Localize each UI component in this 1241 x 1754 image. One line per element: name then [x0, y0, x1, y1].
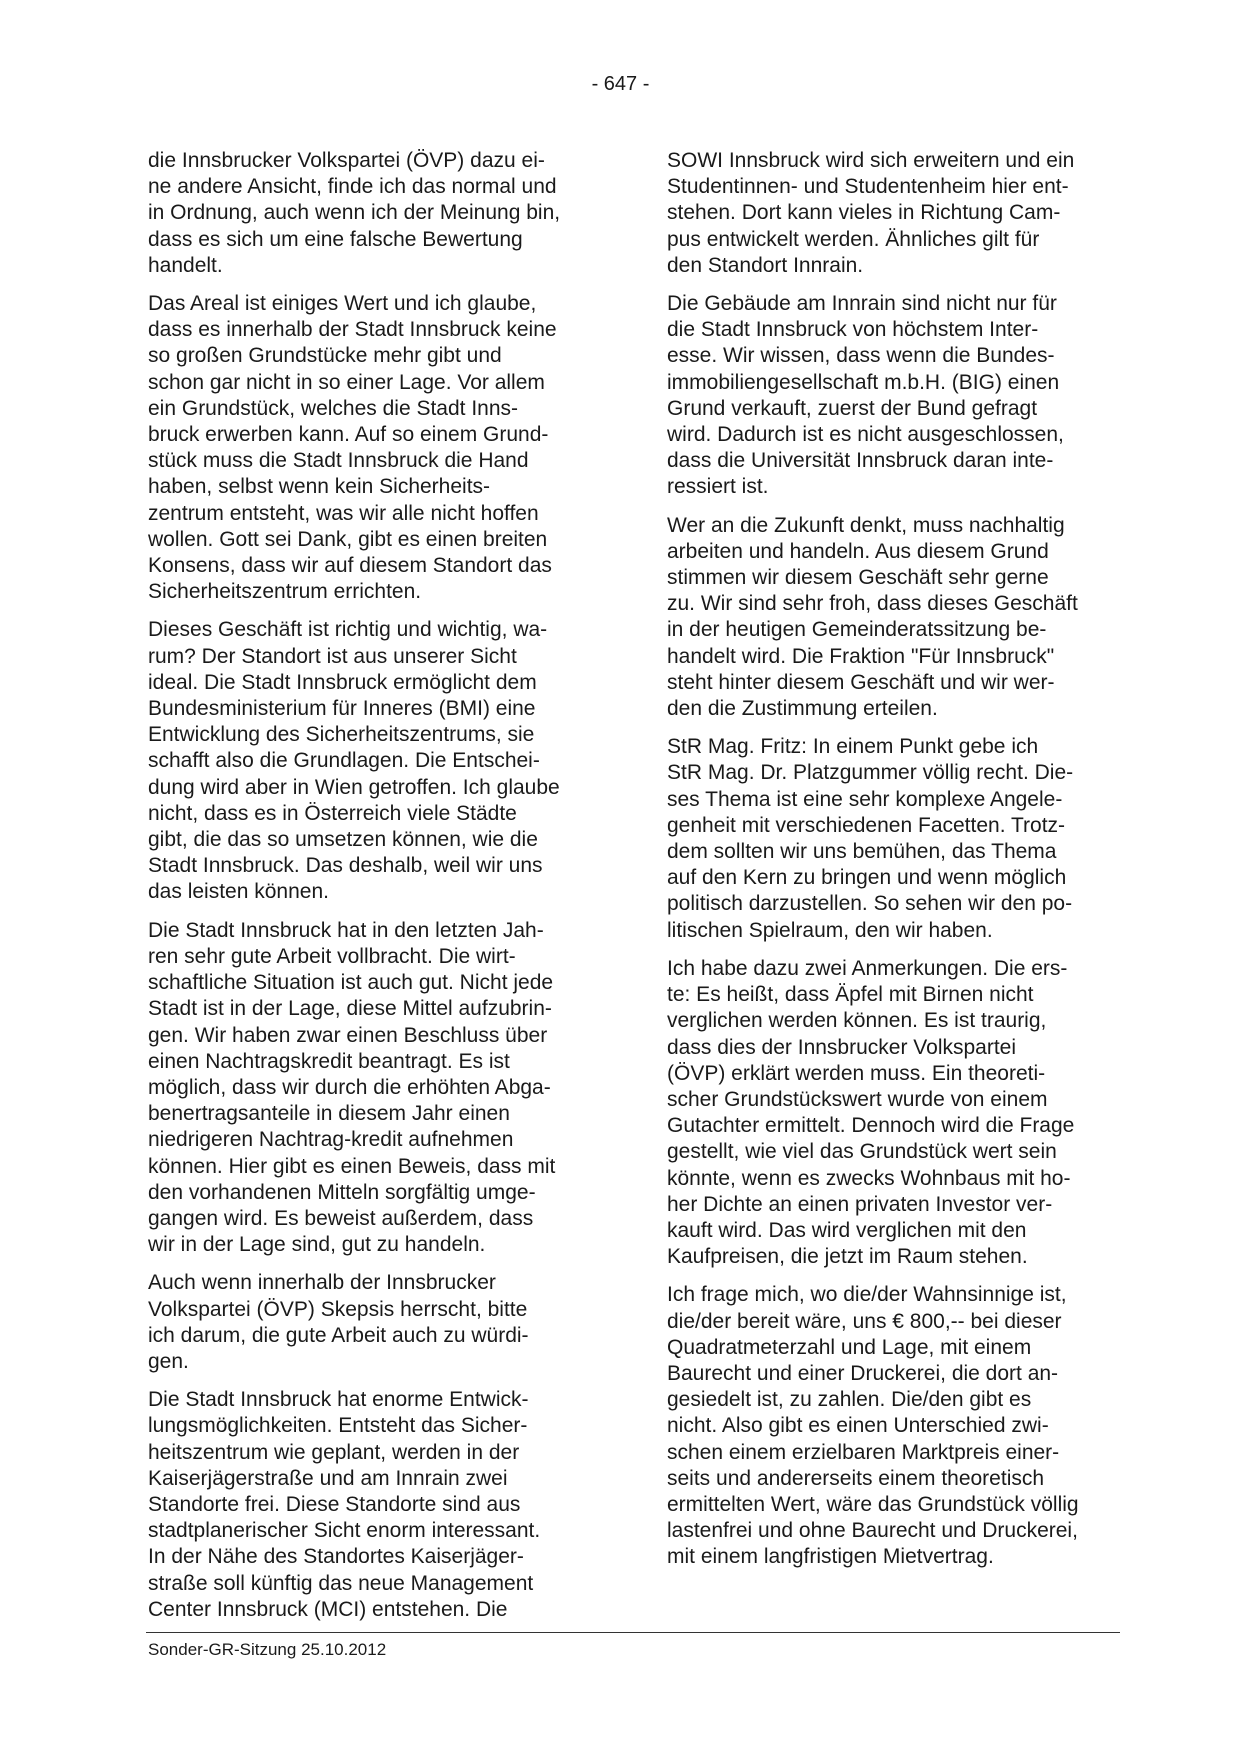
text-line: gibt, die das so umsetzen können, wie die [148, 828, 538, 852]
text-line: schon gar nicht in so einer Lage. Vor allem [148, 370, 545, 394]
text-line: ren sehr gute Arbeit vollbracht. Die wirt- [148, 944, 516, 968]
text-line: ideal. Die Stadt Innsbruck ermöglicht dem [148, 670, 537, 694]
text-line: ressiert ist. [667, 475, 769, 499]
text-line: rum? Der Standort ist aus unserer Sicht [148, 644, 517, 668]
text-line: Die Stadt Innsbruck hat enorme Entwick- [148, 1388, 529, 1412]
text-line: nicht. Also gibt es einen Unterschied zwi- [667, 1414, 1049, 1438]
text-line: Quadratmeterzahl und Lage, mit einem [667, 1335, 1032, 1359]
text-line: den vorhandenen Mitteln sorgfältig umge- [148, 1180, 536, 1204]
text-line: gen. Wir haben zwar einen Beschluss über [148, 1023, 548, 1047]
paragraph [667, 148, 1117, 279]
text-line: zu. Wir sind sehr froh, dass dieses Geschäft [667, 592, 1078, 616]
text-line: möglich, dass wir durch die erhöhten Abga- [148, 1075, 551, 1099]
text-line: die Stadt Innsbruck von höchstem Inter- [667, 318, 1039, 342]
text-line: genheit mit verschiedenen Facetten. Trotz- [667, 813, 1066, 837]
text-line: stück muss die Stadt Innsbruck die Hand [148, 449, 529, 473]
page-number: - 647 - [591, 73, 650, 95]
text-line: Baurecht und einer Druckerei, die dort an- [667, 1361, 1059, 1385]
text-line: Die Stadt Innsbruck hat in den letzten Jah- [148, 918, 544, 942]
text-line: dass die Universität Innsbruck daran inte- [667, 449, 1054, 473]
text-line: dem sollten wir uns bemühen, das Thema [667, 840, 1057, 864]
text-line: Kaufpreisen, die jetzt im Raum stehen. [667, 1245, 1028, 1269]
text-line: (ÖVP) erklärt werden muss. Ein theoreti- [667, 1061, 1046, 1085]
text-line: stimmen wir diesem Geschäft sehr gerne [667, 566, 1049, 590]
text-line: arbeiten und handeln. Aus diesem Grund [667, 539, 1049, 563]
text-line: könnte, wenn es zwecks Wohnbaus mit ho- [667, 1166, 1071, 1190]
text-line: so großen Grundstücke mehr gibt und [148, 344, 502, 368]
text-line: Wer an die Zukunft denkt, muss nachhaltig [667, 513, 1065, 537]
text-line: dass es innerhalb der Stadt Innsbruck keine [148, 318, 557, 342]
text-line: benertragsanteile in diesem Jahr einen [148, 1102, 510, 1126]
text-line: Sicherheitszentrum errichten. [148, 580, 422, 604]
text-line: ne andere Ansicht, finde ich das normal und [148, 175, 557, 199]
text-line: mit einem langfristigen Mietvertrag. [667, 1545, 994, 1569]
paragraph [148, 617, 598, 905]
paragraph [667, 1282, 1117, 1570]
text-line: dung wird aber in Wien getroffen. Ich glaube [148, 775, 560, 799]
text-line: Grund verkauft, zuerst der Bund gefragt [667, 396, 1038, 420]
text-line: in der heutigen Gemeinderatssitzung be- [667, 618, 1047, 642]
text-line: Volkspartei (ÖVP) Skepsis herrscht, bitte [148, 1297, 528, 1321]
text-line: Standorte frei. Diese Standorte sind aus [148, 1492, 521, 1516]
text-line: lungsmöglichkeiten. Entsteht das Sicher- [148, 1414, 528, 1438]
text-line: gestellt, wie viel das Grundstück wert sein [667, 1140, 1057, 1164]
paragraph [667, 291, 1117, 501]
paragraph [667, 956, 1117, 1270]
text-line: Stadt Innsbruck. Das deshalb, weil wir uns [148, 854, 543, 878]
paragraph [148, 291, 598, 605]
footer-session-label: Sonder-GR-Sitzung 25.10.2012 [148, 1640, 387, 1659]
text-line: ses Thema ist eine sehr komplexe Angele- [667, 787, 1063, 811]
text-line: Das Areal ist einiges Wert und ich glaube, [148, 292, 537, 316]
text-line: einen Nachtragskredit beantragt. Es ist [148, 1049, 510, 1073]
text-line: wird. Dadurch ist es nicht ausgeschlossen, [667, 423, 1064, 447]
text-line: handelt wird. Die Fraktion "Für Innsbruck" [667, 644, 1055, 668]
text-line: Center Innsbruck (MCI) entstehen. Die [148, 1597, 508, 1621]
text-line: gesiedelt ist, zu zahlen. Die/den gibt es [667, 1388, 1032, 1412]
text-line: nicht, dass es in Österreich viele Städte [148, 801, 517, 825]
text-line: Entwicklung des Sicherheitszentrums, sie [148, 723, 535, 747]
text-line: dass es sich um eine falsche Bewertung [148, 227, 523, 251]
paragraph [148, 148, 598, 279]
text-line: Stadt ist in der Lage, diese Mittel aufzubrin- [148, 997, 552, 1021]
text-line: politisch darzustellen. So sehen wir den po- [667, 892, 1073, 916]
text-line: stadtplanerischer Sicht enorm interessant. [148, 1519, 541, 1543]
text-line: te: Es heißt, dass Äpfel mit Birnen nicht [667, 983, 1034, 1007]
text-line: esse. Wir wissen, dass wenn die Bundes- [667, 344, 1055, 368]
text-line: Bundesministerium für Inneres (BMI) eine [148, 697, 536, 721]
text-line: Studentinnen- und Studentenheim hier ent- [667, 175, 1069, 199]
text-line: scher Grundstückswert wurde von einem [667, 1087, 1048, 1111]
text-line: In der Nähe des Standortes Kaiserjäger- [148, 1545, 524, 1569]
text-line: Dieses Geschäft ist richtig und wichtig, wa- [148, 618, 548, 642]
text-line: haben, selbst wenn kein Sicherheits- [148, 475, 491, 499]
text-line: her Dichte an einen privaten Investor ver- [667, 1192, 1053, 1216]
text-line: Kaiserjägerstraße und am Innrain zwei [148, 1466, 508, 1490]
text-line: handelt. [148, 253, 223, 277]
text-line: kauft wird. Das wird verglichen mit den [667, 1218, 1027, 1242]
text-line: wollen. Gott sei Dank, gibt es einen breiten [148, 527, 548, 551]
text-line: niedrigeren Nachtrag-kredit aufnehmen [148, 1128, 514, 1152]
left-column [148, 148, 598, 1635]
paragraph [148, 1270, 598, 1375]
text-line: das leisten können. [148, 880, 329, 904]
text-line: pus entwickelt werden. Ähnliches gilt für [667, 227, 1040, 251]
right-column [667, 148, 1117, 1583]
text-line: Konsens, dass wir auf diesem Standort das [148, 554, 552, 578]
paragraph [667, 513, 1117, 723]
text-line: steht hinter diesem Geschäft und wir wer- [667, 670, 1055, 694]
text-line: gen. [148, 1349, 189, 1373]
text-line: bruck erwerben kann. Auf so einem Grund- [148, 423, 549, 447]
text-line: ich darum, die gute Arbeit auch zu würdi- [148, 1323, 529, 1347]
text-line: schen einem erzielbaren Marktpreis einer- [667, 1440, 1060, 1464]
text-line: straße soll künftig das neue Management [148, 1571, 534, 1595]
paragraph [148, 918, 598, 1259]
text-line: den die Zustimmung erteilen. [667, 697, 938, 721]
text-line: Die Gebäude am Innrain sind nicht nur für [667, 292, 1057, 316]
text-line: litischen Spielraum, den wir haben. [667, 918, 993, 942]
text-line: können. Hier gibt es einen Beweis, dass mit [148, 1154, 556, 1178]
text-line: zentrum entsteht, was wir alle nicht hoffen [148, 501, 539, 525]
text-line: Ich habe dazu zwei Anmerkungen. Die ers- [667, 956, 1068, 980]
text-line: Auch wenn innerhalb der Innsbrucker [148, 1271, 496, 1295]
text-line: ein Grundstück, welches die Stadt Inns- [148, 396, 519, 420]
text-line: schaftliche Situation ist auch gut. Nicht jede [148, 971, 554, 995]
text-line: schafft also die Grundlagen. Die Entschei- [148, 749, 540, 773]
text-line: StR Mag. Dr. Platzgummer völlig recht. Die- [667, 761, 1074, 785]
text-line: gangen wird. Es beweist außerdem, dass [148, 1206, 534, 1230]
text-line: StR Mag. Fritz: In einem Punkt gebe ich [667, 735, 1039, 759]
text-line: auf den Kern zu bringen und wenn möglich [667, 866, 1067, 890]
text-line: die/der bereit wäre, uns € 800,-- bei dieser [667, 1309, 1062, 1333]
text-line: in Ordnung, auch wenn ich der Meinung bin, [148, 201, 561, 225]
text-line: Gutachter ermittelt. Dennoch wird die Frage [667, 1114, 1075, 1138]
text-line: die Innsbrucker Volkspartei (ÖVP) dazu ei- [148, 149, 545, 172]
text-line: heitszentrum wie geplant, werden in der [148, 1440, 520, 1464]
text-line: wir in der Lage sind, gut zu handeln. [148, 1233, 486, 1257]
footer-divider [146, 1632, 1120, 1633]
paragraph [667, 734, 1117, 944]
text-line: dass dies der Innsbrucker Volkspartei [667, 1035, 1017, 1059]
text-line: immobiliengesellschaft m.b.H. (BIG) einen [667, 370, 1060, 394]
text-line: Ich frage mich, wo die/der Wahnsinnige ist, [667, 1283, 1067, 1307]
text-line: den Standort Innrain. [667, 253, 864, 277]
text-line: stehen. Dort kann vieles in Richtung Cam- [667, 201, 1061, 225]
text-line: verglichen werden können. Es ist traurig, [667, 1009, 1047, 1033]
paragraph [148, 1387, 598, 1623]
text-line: SOWI Innsbruck wird sich erweitern und ein [667, 149, 1075, 172]
text-line: ermittelten Wert, wäre das Grundstück völlig [667, 1492, 1079, 1516]
text-line: lastenfrei und ohne Baurecht und Druckerei, [667, 1519, 1078, 1543]
text-line: seits und andererseits einem theoretisch [667, 1466, 1045, 1490]
